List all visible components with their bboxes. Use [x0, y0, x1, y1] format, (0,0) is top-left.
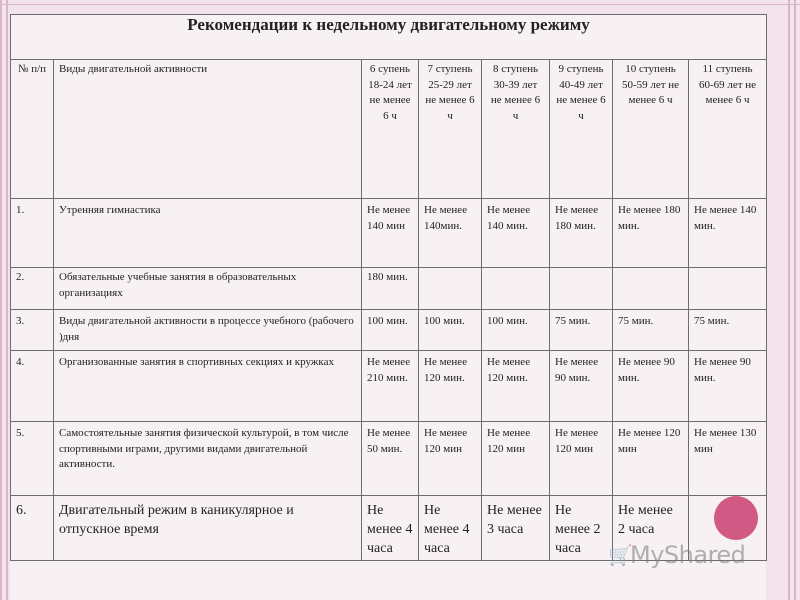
row-num: 6.	[11, 496, 54, 561]
watermark-text: MyShared	[630, 541, 746, 569]
title-row	[11, 15, 767, 60]
row-value: Не менее 90 мин.	[689, 351, 767, 422]
row-value	[482, 268, 550, 310]
row-value: Не менее 50 мин.	[362, 422, 419, 496]
row-value: Не менее 120 мин	[482, 422, 550, 496]
row-activity: Организованные занятия в спортивных секциях и кружках	[54, 351, 362, 422]
row-value: Не менее 90 мин.	[550, 351, 613, 422]
frame-line-left-inner	[6, 0, 8, 600]
row-activity: Виды двигательной активности в процессе учебного (рабочего )дня	[54, 310, 362, 351]
header-stage-9: 9 ступень 40-49 лет не менее 6 ч	[550, 60, 613, 199]
table-row	[11, 422, 767, 496]
row-num: 1.	[11, 199, 54, 268]
row-value: Не менее 210 мин.	[362, 351, 419, 422]
table-row	[11, 268, 767, 310]
row-value	[689, 268, 767, 310]
frame-line-right-outer	[794, 0, 796, 600]
table-row	[11, 351, 767, 422]
row-activity: Утренняя гимнастика	[54, 199, 362, 268]
row-activity: Самостоятельные занятия физической культурой, в том числе спортивными играми, другими видами двигательной активности.	[54, 422, 362, 496]
row-activity: Двигательный режим в каникулярное и отпускное время	[54, 496, 362, 561]
row-num: 4.	[11, 351, 54, 422]
row-value: Не менее 140 мин.	[689, 199, 767, 268]
table-row	[11, 310, 767, 351]
row-value: Не менее 130 мин	[689, 422, 767, 496]
row-value	[419, 268, 482, 310]
table-row	[11, 199, 767, 268]
cart-icon: 🛒	[608, 543, 633, 567]
row-value: Не менее 120 мин.	[482, 351, 550, 422]
header-stage-10: 10 ступень 50-59 лет не менее 6 ч	[613, 60, 689, 199]
recommendations-table	[10, 14, 767, 561]
row-value: 180 мин.	[362, 268, 419, 310]
row-value: 100 мин.	[362, 310, 419, 351]
header-num: № п/п	[11, 60, 54, 199]
frame-line-left	[0, 0, 2, 600]
row-value: Не менее 3 часа	[482, 496, 550, 561]
decorative-circle	[714, 496, 758, 540]
row-value: Не менее 180 мин.	[613, 199, 689, 268]
row-value: Не менее 4 часа	[419, 496, 482, 561]
row-value: Не менее 120 мин	[550, 422, 613, 496]
frame-line-top	[0, 4, 800, 5]
header-stage-6: 6 супень 18-24 лет не менее 6 ч	[362, 60, 419, 199]
row-value: 75 мин.	[550, 310, 613, 351]
row-value: Не менее 120 мин	[613, 422, 689, 496]
row-value: Не менее 90 мин.	[613, 351, 689, 422]
row-num: 3.	[11, 310, 54, 351]
row-value	[613, 268, 689, 310]
row-value: Не менее 2 часа	[550, 496, 613, 561]
row-value: Не менее 120 мин	[419, 422, 482, 496]
frame-line-right	[788, 0, 790, 600]
header-stage-11: 11 ступень 60-69 лет не менее 6 ч	[689, 60, 767, 199]
row-value: 75 мин.	[613, 310, 689, 351]
row-value: Не менее 180 мин.	[550, 199, 613, 268]
page-title: Рекомендации к недельному двигательному режиму	[11, 15, 767, 60]
header-row	[11, 60, 767, 199]
row-value: Не менее 120 мин.	[419, 351, 482, 422]
row-value: 75 мин.	[689, 310, 767, 351]
header-stage-7: 7 ступень 25-29 лет не менее 6 ч	[419, 60, 482, 199]
row-value: Не менее 140 мин.	[482, 199, 550, 268]
row-value: Не менее 140мин.	[419, 199, 482, 268]
row-value	[550, 268, 613, 310]
watermark-logo	[608, 540, 768, 570]
row-value: Не менее 140 мин	[362, 199, 419, 268]
row-value: Не менее 4 часа	[362, 496, 419, 561]
header-stage-8: 8 ступень 30-39 лет не менее 6 ч	[482, 60, 550, 199]
row-num: 2.	[11, 268, 54, 310]
row-value: Не менее 2 часа	[613, 496, 689, 561]
row-value: 100 мин.	[482, 310, 550, 351]
header-activity: Виды двигательной активности	[54, 60, 362, 199]
row-value: 100 мин.	[419, 310, 482, 351]
row-activity: Обязательные учебные занятия в образовательных организациях	[54, 268, 362, 310]
row-num: 5.	[11, 422, 54, 496]
